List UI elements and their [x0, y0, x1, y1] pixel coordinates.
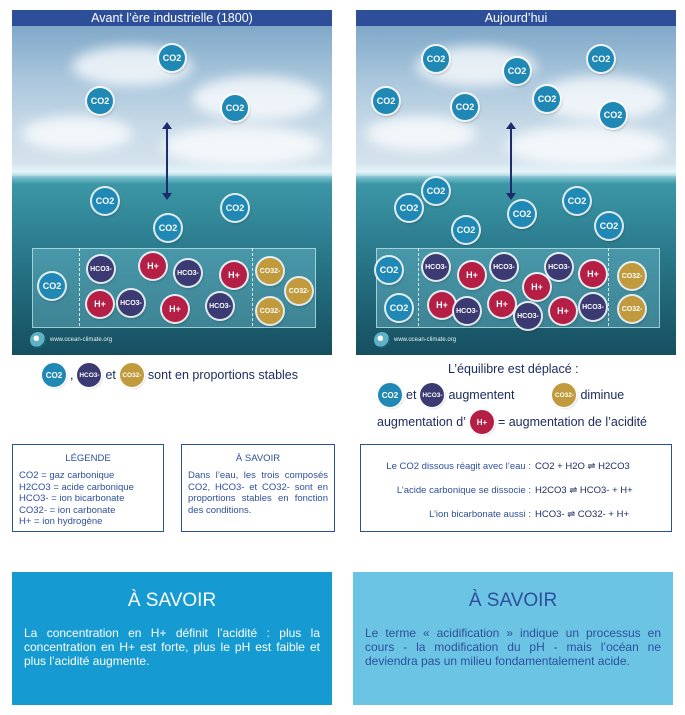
co2-molecule: CO2 — [396, 195, 422, 221]
hco3-molecule: HCO3- — [454, 298, 480, 324]
right-caption-line2 — [378, 383, 624, 407]
co3-molecule: CO32- — [619, 296, 645, 322]
h-icon: H+ — [470, 410, 494, 434]
box-divider — [418, 248, 419, 326]
co3-molecule: CO32- — [619, 263, 645, 289]
caption-decrease: diminue — [580, 388, 625, 402]
logo-url: www.ocean-climate.org — [50, 337, 113, 343]
co2-molecule: CO2 — [376, 257, 402, 283]
h-molecule: H+ — [459, 262, 485, 288]
co2-molecule: CO2 — [373, 88, 399, 114]
h-molecule: H+ — [524, 274, 550, 300]
ocean-climate-logo — [374, 332, 456, 348]
co2-icon: CO2 — [42, 363, 66, 387]
caption-and: et — [406, 388, 417, 402]
co2-molecule: CO2 — [423, 46, 449, 72]
hco3-molecule: HCO3- — [423, 254, 449, 280]
sky — [356, 26, 676, 176]
savoir-small-text: Dans l’eau, les trois composés CO2, HCO3- et CO32- sont en proportions stables en fonction des conditions. — [188, 470, 328, 516]
box-divider — [608, 248, 609, 326]
ocean-surface — [356, 162, 676, 184]
co3-molecule: CO32- — [257, 298, 283, 324]
h-molecule: H+ — [221, 262, 247, 288]
legend-card — [12, 444, 164, 532]
savoir-box-left-title: À SAVOIR — [127, 590, 217, 611]
co2-molecule: CO2 — [600, 102, 626, 128]
hco3-molecule: HCO3- — [207, 293, 233, 319]
savoir-box-right-text: Le terme « acidification » indique un processus en cours - la modification du pH - mais l’océan ne deviendra pas un milieu fondamentalement acide. — [365, 626, 661, 668]
hco3-molecule: HCO3- — [515, 303, 541, 329]
co2-molecule: CO2 — [159, 45, 185, 71]
legend-line: HCO3- = ion bicarbonate — [19, 493, 125, 504]
h-molecule: H+ — [550, 298, 576, 324]
co2-molecule: CO2 — [87, 88, 113, 114]
right-caption-line1: L’équilibre est déplacé : — [448, 362, 579, 376]
equation-formula: HCO3- ⇌ CO32- + H+ — [535, 509, 630, 520]
hco3-molecule: HCO3- — [88, 256, 114, 282]
equation-formula: H2CO3 ⇌ HCO3- + H+ — [535, 485, 633, 496]
exchange-arrow — [166, 128, 168, 194]
box-divider — [79, 248, 80, 326]
savoir-box-left-text: La concentration en H+ définit l’acidité : plus la concentration en H+ est forte, plus le pH est faible et plus l’acidité augmente. — [24, 626, 320, 668]
panel-title-today: Aujourd’hui — [356, 10, 676, 26]
legend-title: LÉGENDE — [65, 453, 111, 464]
co2-icon: CO2 — [378, 383, 402, 407]
left-caption — [42, 363, 298, 387]
co2-molecule: CO2 — [564, 188, 590, 214]
caption-line3-prefix: augmentation d’ — [377, 415, 466, 429]
savoir-small-card — [181, 444, 335, 532]
savoir-box-right-title: À SAVOIR — [468, 590, 558, 611]
ocean-climate-logo-icon — [30, 332, 46, 348]
co2-molecule: CO2 — [452, 94, 478, 120]
co2-molecule: CO2 — [453, 217, 479, 243]
co2-molecule: CO2 — [423, 178, 449, 204]
savoir-box-left — [12, 572, 332, 705]
legend-line: H2CO3 = acide carbonique — [19, 481, 134, 493]
co2-molecule: CO2 — [504, 58, 530, 84]
ocean-climate-logo — [30, 332, 112, 348]
co2-molecule: CO2 — [386, 295, 412, 321]
right-caption-line3 — [377, 410, 647, 434]
legend-line: CO32- = ion carbonate — [19, 504, 116, 516]
legend-line: CO2 = gaz carbonique — [19, 470, 115, 481]
hco3-icon: HCO3- — [420, 383, 444, 407]
ocean-surface — [12, 162, 332, 184]
h-molecule: H+ — [580, 261, 606, 287]
caption-and: et — [105, 368, 116, 382]
co3-icon: CO32- — [552, 383, 576, 407]
equation-label: Le CO2 dissous réagit avec l’eau : — [386, 461, 531, 472]
ocean-climate-logo-icon — [374, 332, 390, 348]
caption-line3-suffix: = augmentation de l’acidité — [497, 415, 648, 429]
co2-molecule: CO2 — [92, 188, 118, 214]
equations-card — [360, 444, 672, 532]
caption-text: sont en proportions stables — [147, 368, 299, 382]
caption-increase: augmentent — [448, 388, 515, 402]
hco3-molecule: HCO3- — [546, 254, 572, 280]
caption-separator: , — [70, 368, 74, 382]
exchange-arrow — [510, 128, 512, 194]
co3-icon: CO32- — [120, 363, 144, 387]
co3-molecule: CO32- — [257, 258, 283, 284]
co2-molecule: CO2 — [509, 201, 535, 227]
co2-molecule: CO2 — [596, 213, 622, 239]
co2-molecule: CO2 — [39, 273, 65, 299]
equation-label: L’acide carbonique se dissocie : — [396, 485, 531, 496]
box-divider — [252, 248, 253, 326]
co2-molecule: CO2 — [155, 215, 181, 241]
h-molecule: H+ — [87, 291, 113, 317]
h-molecule: H+ — [140, 253, 166, 279]
co2-molecule: CO2 — [588, 46, 614, 72]
equation-formula: CO2 + H2O ⇌ H2CO3 — [535, 461, 630, 472]
co2-molecule: CO2 — [222, 195, 248, 221]
legend-line: H+ = ion hydrogène — [19, 516, 103, 527]
co2-molecule: CO2 — [534, 86, 560, 112]
co3-molecule: CO32- — [286, 278, 312, 304]
before-industrial-panel — [12, 10, 332, 355]
hco3-molecule: HCO3- — [118, 290, 144, 316]
h-molecule: H+ — [162, 296, 188, 322]
hco3-icon: HCO3- — [77, 363, 101, 387]
h-molecule: H+ — [489, 291, 515, 317]
hco3-molecule: HCO3- — [491, 254, 517, 280]
panel-title-before: Avant l’ère industrielle (1800) — [12, 10, 332, 26]
logo-url: www.ocean-climate.org — [394, 337, 457, 343]
today-panel — [356, 10, 676, 355]
savoir-small-title: À SAVOIR — [235, 453, 281, 464]
h-molecule: H+ — [429, 292, 455, 318]
co2-molecule: CO2 — [222, 95, 248, 121]
hco3-molecule: HCO3- — [175, 260, 201, 286]
savoir-box-right — [353, 572, 673, 705]
equation-label: L’ion bicarbonate aussi : — [429, 509, 531, 520]
hco3-molecule: HCO3- — [580, 294, 606, 320]
